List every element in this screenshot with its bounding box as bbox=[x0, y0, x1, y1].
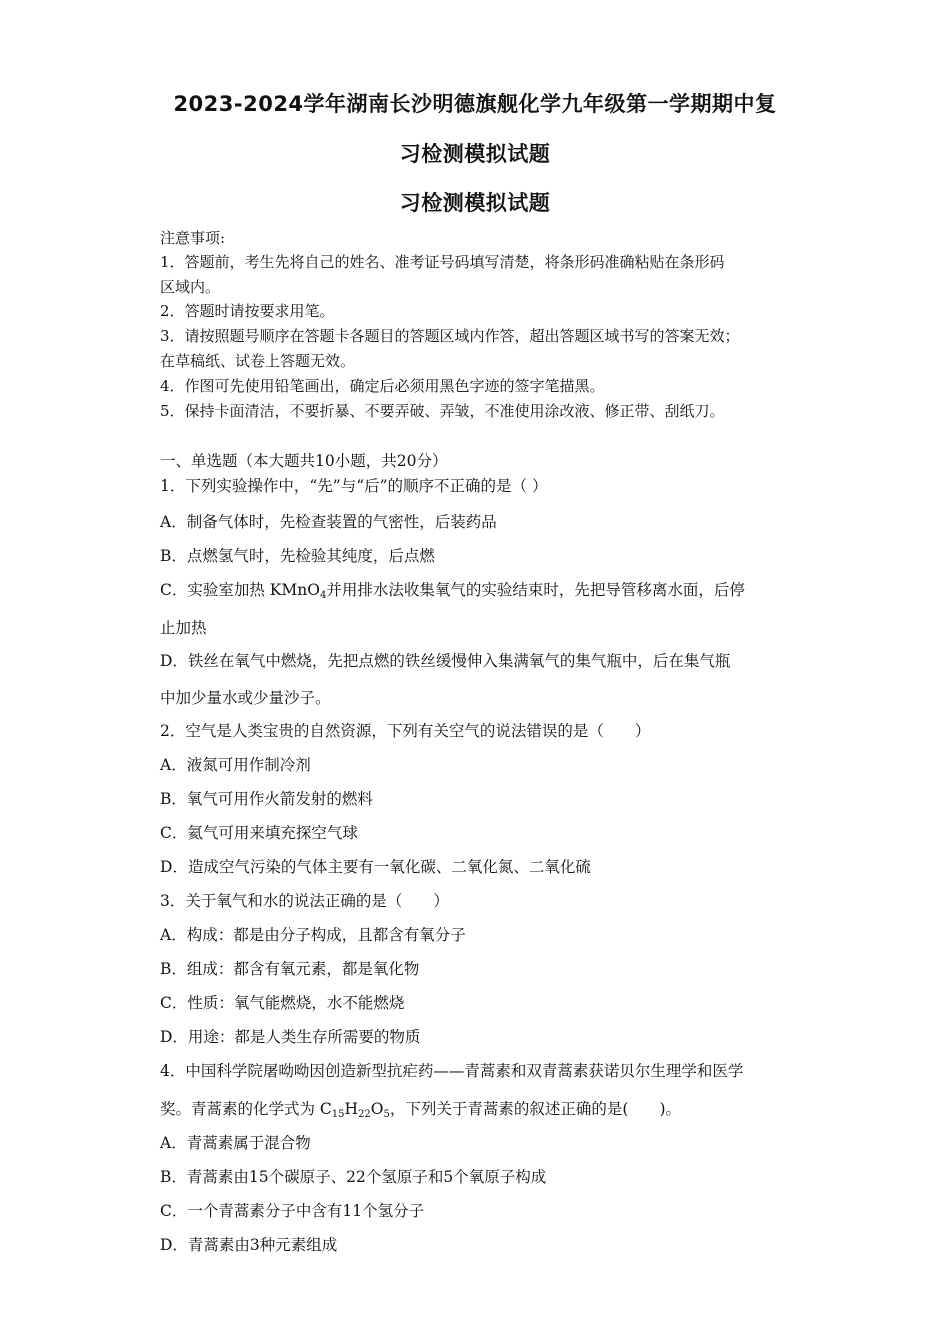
option-d: D．用途：都是人类生存所需要的物质 bbox=[160, 1028, 421, 1046]
option-d: D．造成空气污染的气体主要有一氧化碳、二氧化氮、二氧化硫 bbox=[160, 858, 591, 876]
option-a: A．制备气体时，先检查装置的气密性，后装药品 bbox=[160, 513, 497, 531]
option-a: A．构成：都是由分子构成，且都含有氧分子 bbox=[160, 926, 466, 944]
notice-item: 4．作图可先使用铅笔画出，确定后必须用黑色字迹的签字笔描黑。 bbox=[160, 377, 605, 395]
notice-item: 在草稿纸、试卷上答题无效。 bbox=[160, 352, 356, 370]
option-c-text: C．实验室加热 KMnO bbox=[160, 581, 320, 599]
stem-text: H bbox=[344, 1100, 359, 1118]
page-title-line-2: 习检测模拟试题 bbox=[399, 142, 551, 166]
option-b: B．青蒿素由15个碳原子、22个氢原子和5个氧原子构成 bbox=[160, 1168, 547, 1186]
option-c-text: 并用排水法收集氧气的实验结束时，先把导管移离水面，后停 bbox=[326, 581, 745, 599]
notice-item: 1．答题前，考生先将自己的姓名、准考证号码填写清楚，将条形码准确粘贴在条形码 bbox=[160, 253, 725, 271]
option-d-continued: 中加少量水或少量沙子。 bbox=[160, 689, 331, 707]
question-stem: 3．关于氧气和水的说法正确的是（ ） bbox=[160, 892, 449, 910]
notice-item: 3．请按照题号顺序在答题卡各题目的答题区域内作答，超出答题区域书写的答案无效； bbox=[160, 327, 740, 345]
subscript: 5 bbox=[383, 1109, 390, 1120]
option-c bbox=[160, 580, 745, 600]
section-heading: 一、单选题（本大题共10小题，共20分） bbox=[160, 452, 448, 470]
page-title-line-3: 习检测模拟试题 bbox=[399, 191, 551, 215]
option-a: A．青蒿素属于混合物 bbox=[160, 1134, 311, 1152]
option-c-continued: 止加热 bbox=[160, 619, 207, 637]
page-title-line-1: 2023-2024学年湖南长沙明德旗舰化学九年级第一学期期中复 bbox=[173, 92, 777, 116]
notice-item: 2．答题时请按要求用笔。 bbox=[160, 302, 335, 320]
option-c: C．氦气可用来填充探空气球 bbox=[160, 824, 358, 842]
stem-text: O bbox=[370, 1100, 384, 1118]
question-stem: 2．空气是人类宝贵的自然资源，下列有关空气的说法错误的是（ ） bbox=[160, 722, 651, 740]
question-stem-continued bbox=[160, 1099, 681, 1119]
stem-text: 奖。青蒿素的化学式为 C bbox=[160, 1100, 332, 1118]
option-a: A．液氮可用作制冷剂 bbox=[160, 756, 311, 774]
subscript: 22 bbox=[358, 1109, 371, 1120]
notice-heading: 注意事项: bbox=[160, 229, 226, 247]
question-stem: 1．下列实验操作中，“先”与“后”的顺序不正确的是（ ） bbox=[160, 477, 548, 495]
option-b: B．氧气可用作火箭发射的燃料 bbox=[160, 790, 373, 808]
subscript: 4 bbox=[319, 590, 327, 601]
option-c: C．一个青蒿素分子中含有11个氢分子 bbox=[160, 1202, 425, 1220]
option-b: B．组成：都含有氧元素，都是氧化物 bbox=[160, 960, 420, 978]
subscript: 15 bbox=[331, 1109, 345, 1120]
notice-item: 区域内。 bbox=[160, 278, 221, 296]
option-d: D．青蒿素由3种元素组成 bbox=[160, 1236, 338, 1254]
notice-item: 5．保持卡面清洁，不要折暴、不要弄破、弄皱，不准使用涂改液、修正带、刮纸刀。 bbox=[160, 402, 725, 420]
option-d: D．铁丝在氧气中燃烧，先把点燃的铁丝缓慢伸入集满氧气的集气瓶中，后在集气瓶 bbox=[160, 652, 731, 670]
question-stem: 4．中国科学院屠呦呦因创造新型抗疟药——青蒿素和双青蒿素获诺贝尔生理学和医学 bbox=[160, 1062, 744, 1080]
option-b: B．点燃氢气时，先检验其纯度，后点燃 bbox=[160, 547, 435, 565]
stem-text: ，下列关于青蒿素的叙述正确的是( )。 bbox=[389, 1100, 681, 1118]
option-c: C．性质：氧气能燃烧，水不能燃烧 bbox=[160, 994, 405, 1012]
